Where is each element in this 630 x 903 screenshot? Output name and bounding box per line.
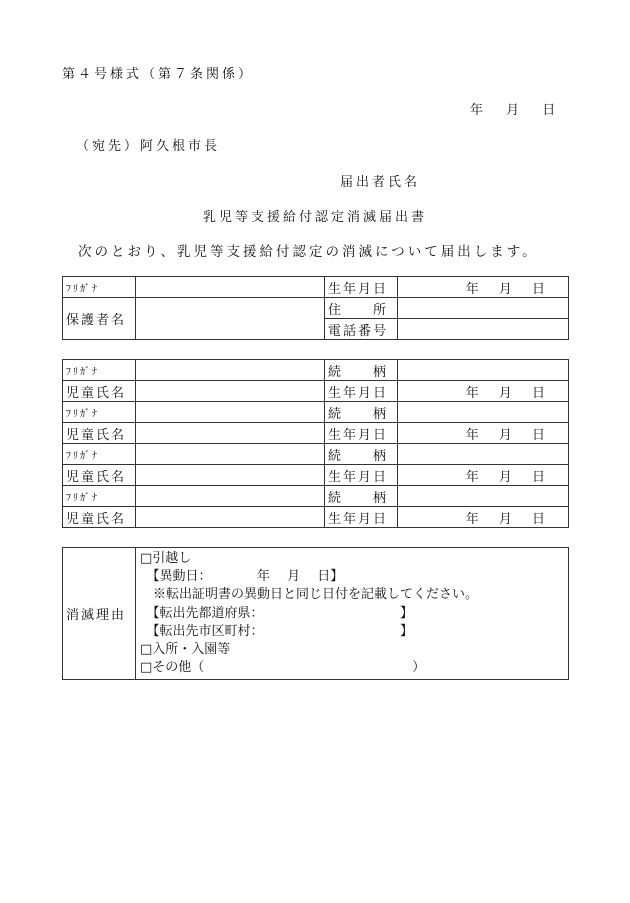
child-birth-label: 生年月日 [325,507,398,528]
child-birth-label: 生年月日 [325,381,398,402]
reason-table [62,547,569,680]
guardian-birth-field[interactable]: 年 月 日 [398,277,569,298]
child-relation-label: 続 柄 [325,402,398,423]
child-furigana-label: ﾌﾘｶﾞﾅ [63,444,136,465]
child-furigana-field[interactable] [136,444,325,465]
guardian-name-field[interactable] [136,298,325,340]
guardian-address-field[interactable] [398,298,569,319]
child-name-label: 児童氏名 [63,381,136,402]
date-line: 年 月 日 [470,103,558,118]
reason-note: ※転出証明書の異動日と同じ日付を記載してください。 [140,587,479,603]
applicant-name-label: 届出者氏名 [340,175,421,190]
child-birth-field[interactable]: 年 月 日 [398,465,569,486]
guardian-phone-label: 電話番号 [325,319,398,340]
child-furigana-label: ﾌﾘｶﾞﾅ [63,486,136,507]
reason-moving-checkbox[interactable]: □引越し [140,551,192,566]
child-relation-label: 続 柄 [325,486,398,507]
guardian-furigana-label: ﾌﾘｶﾞﾅ [63,277,136,298]
child-name-field[interactable] [136,381,325,402]
child-furigana-field[interactable] [136,402,325,423]
form-number: 第４号様式（第７条関係） [62,67,255,82]
child-relation-field[interactable] [398,444,569,465]
guardian-table [62,276,569,340]
guardian-furigana-field[interactable] [136,277,325,298]
child-name-label: 児童氏名 [63,465,136,486]
child-name-field[interactable] [136,507,325,528]
child-relation-field[interactable] [398,486,569,507]
addressee: （宛先）阿久根市長 [76,139,221,154]
child-furigana-field[interactable] [136,486,325,507]
child-name-field[interactable] [136,465,325,486]
form-title: 乳児等支援給付認定消滅届出書 [202,210,427,225]
child-birth-field[interactable]: 年 月 日 [398,423,569,444]
guardian-name-label: 保護者名 [63,298,136,340]
guardian-phone-field[interactable] [398,319,569,340]
guardian-birth-label: 生年月日 [325,277,398,298]
child-relation-label: 続 柄 [325,444,398,465]
child-name-label: 児童氏名 [63,507,136,528]
child-relation-field[interactable] [398,360,569,381]
children-table [62,359,569,528]
child-birth-field[interactable]: 年 月 日 [398,507,569,528]
child-name-field[interactable] [136,423,325,444]
reason-label: 消滅理由 [63,548,136,680]
child-relation-label: 続 柄 [325,360,398,381]
reason-other-checkbox[interactable]: □その他（ ） [140,660,426,676]
child-birth-label: 生年月日 [325,423,398,444]
child-furigana-label: ﾌﾘｶﾞﾅ [63,402,136,423]
child-name-label: 児童氏名 [63,423,136,444]
reason-move-date[interactable]: 【異動日： 年 月 日】 [140,569,344,585]
intro-text: 次のとおり、乳児等支援給付認定の消滅について届出します。 [78,244,539,260]
reason-admission-checkbox[interactable]: □入所・入園等 [140,642,231,658]
reason-options [136,548,569,680]
child-birth-field[interactable]: 年 月 日 [398,381,569,402]
reason-municipality-field[interactable]: 【転出先市区町村： 】 [140,623,414,639]
child-furigana-field[interactable] [136,360,325,381]
child-furigana-label: ﾌﾘｶﾞﾅ [63,360,136,381]
guardian-address-label: 住 所 [325,298,398,319]
reason-prefecture-field[interactable]: 【転出先都道府県： 】 [140,605,414,621]
child-birth-label: 生年月日 [325,465,398,486]
child-relation-field[interactable] [398,402,569,423]
